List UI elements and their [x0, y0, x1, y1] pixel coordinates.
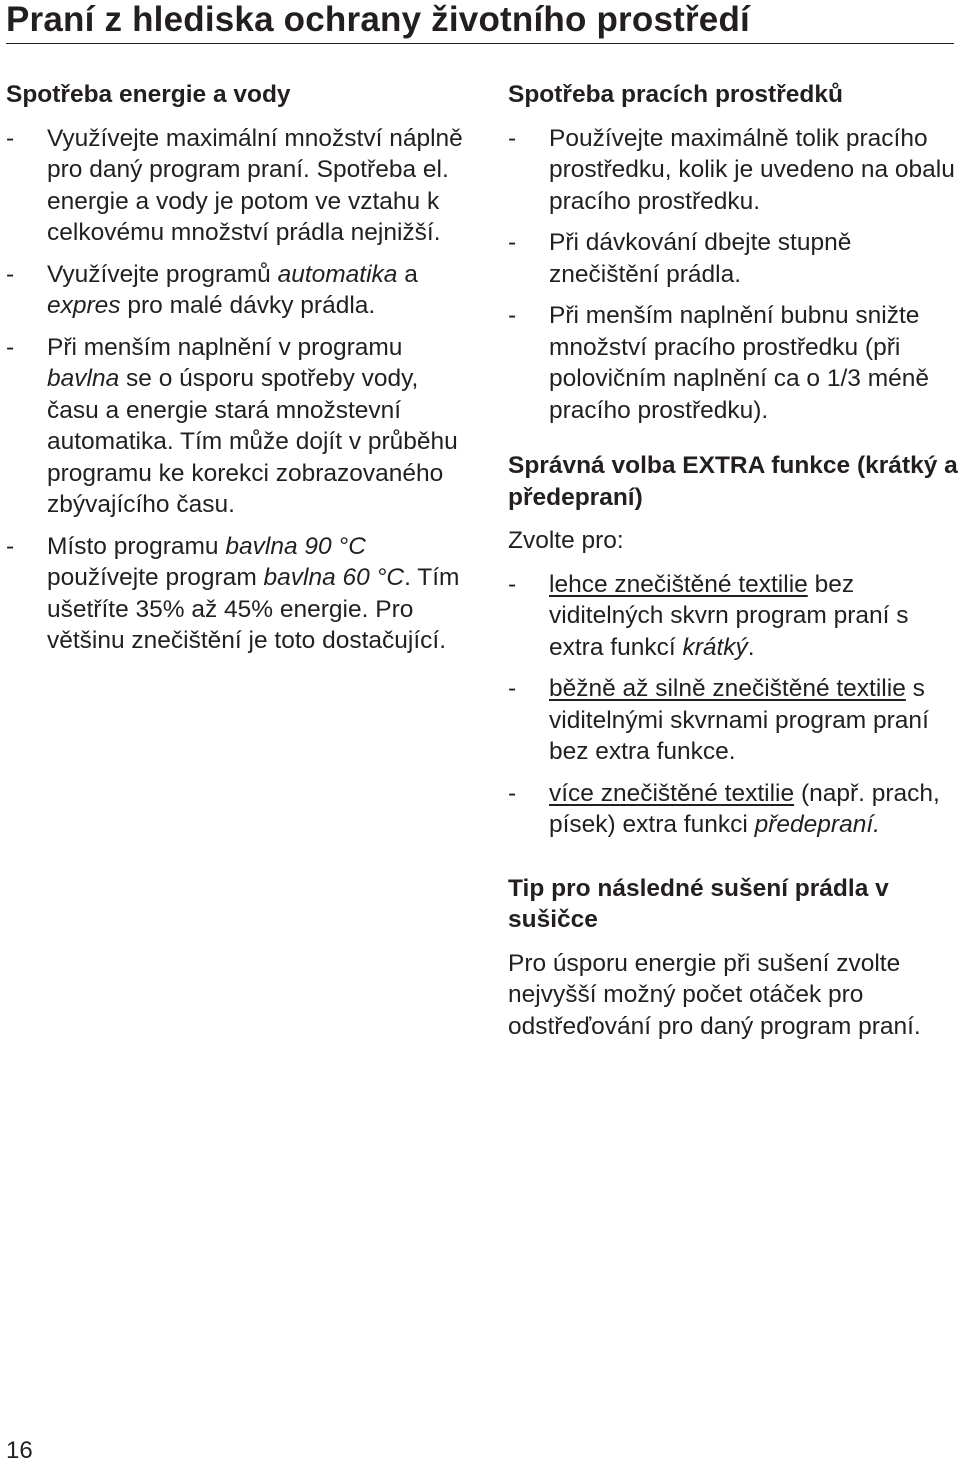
dryer-tip-section	[508, 873, 958, 1043]
list-item	[508, 227, 958, 290]
item-text: Při menším naplnění bubnu snižte množství pracího prostředku (při polovičním naplnění ca o 1/3 méně pracího prostředku).	[549, 302, 929, 424]
page-title: Praní z hlediska ochrany životního prostředí	[6, 0, 750, 39]
item-text: Při menším naplnění v programu	[47, 333, 403, 361]
item-text: .	[747, 633, 755, 661]
energy-water-list	[6, 123, 476, 657]
item-text: Místo programu	[47, 532, 219, 560]
detergent-list	[508, 123, 958, 427]
left-column	[6, 79, 476, 657]
item-text: používejte program	[47, 564, 257, 591]
item-text: pro malé dávky prádla.	[127, 292, 376, 319]
list-item	[508, 778, 958, 841]
title-divider	[6, 43, 954, 44]
function-name: krátký	[682, 633, 748, 661]
soil-level-label: lehce znečištěné textilie	[549, 570, 808, 598]
soil-level-label: více znečištěné textilie	[549, 779, 795, 807]
extra-function-list	[508, 569, 958, 841]
extra-function-intro: Zvolte pro:	[508, 527, 624, 554]
page-number: 16	[6, 1437, 33, 1464]
list-item	[6, 332, 476, 521]
program-name: automatika	[277, 260, 398, 288]
energy-water-section	[6, 79, 476, 657]
list-item	[508, 123, 958, 218]
right-column	[508, 79, 958, 1042]
item-text: . Tím ušetříte 35% až 45% energie. Pro většinu znečištění je toto dostačující.	[47, 564, 460, 654]
dryer-tip-text: Pro úsporu energie při sušení zvolte nejvyšší možný počet otáček pro odstřeďování pro daný program praní.	[508, 949, 921, 1040]
function-name: předepraní.	[754, 811, 880, 838]
item-text: bez viditelných skvrn program praní s extra funkcí	[549, 570, 909, 661]
item-text: Při dávkování dbejte stupně znečištění prádla.	[549, 229, 852, 288]
item-text: Využívejte programů	[47, 260, 271, 288]
detergent-heading: Spotřeba pracích prostředků	[508, 81, 843, 108]
program-name: bavlna 60 °C	[263, 564, 405, 591]
soil-level-label: běžně až silně znečištěné textilie	[549, 675, 906, 702]
extra-function-heading: Správná volba EXTRA funkce (krátký a předepraní)	[508, 452, 958, 511]
list-item	[6, 123, 476, 249]
item-text: a	[404, 260, 418, 288]
list-item	[6, 531, 476, 657]
extra-function-section	[508, 450, 958, 841]
item-text: s viditelnými skvrnami program praní bez extra funkce.	[549, 675, 929, 765]
program-name: bavlna	[47, 365, 120, 392]
list-item	[508, 673, 958, 768]
program-name: expres	[47, 292, 121, 319]
item-text: Používejte maximálně tolik pracího prostředku, kolik je uvedeno na obalu pracího prostředku.	[549, 124, 955, 215]
energy-water-heading: Spotřeba energie a vody	[6, 81, 291, 108]
item-text: (např. prach, písek) extra funkci	[549, 779, 940, 838]
detergent-section	[508, 79, 958, 426]
list-item	[508, 569, 958, 664]
item-text: se o úsporu spotřeby vody, času a energie stará množstevní automatika. Tím může dojít v průběhu programu ke korekci zobrazovaného zbývajícího času.	[47, 365, 458, 518]
dryer-tip-heading: Tip pro následné sušení prádla v sušičce	[508, 874, 889, 933]
list-item	[6, 259, 476, 322]
list-item	[508, 300, 958, 426]
item-text: Využívejte maximální množství náplně pro daný program praní. Spotřeba el. energie a vody je potom ve vztahu k celkovému množství prádla nejnižší.	[47, 124, 463, 246]
program-name: bavlna 90 °C	[225, 532, 366, 560]
